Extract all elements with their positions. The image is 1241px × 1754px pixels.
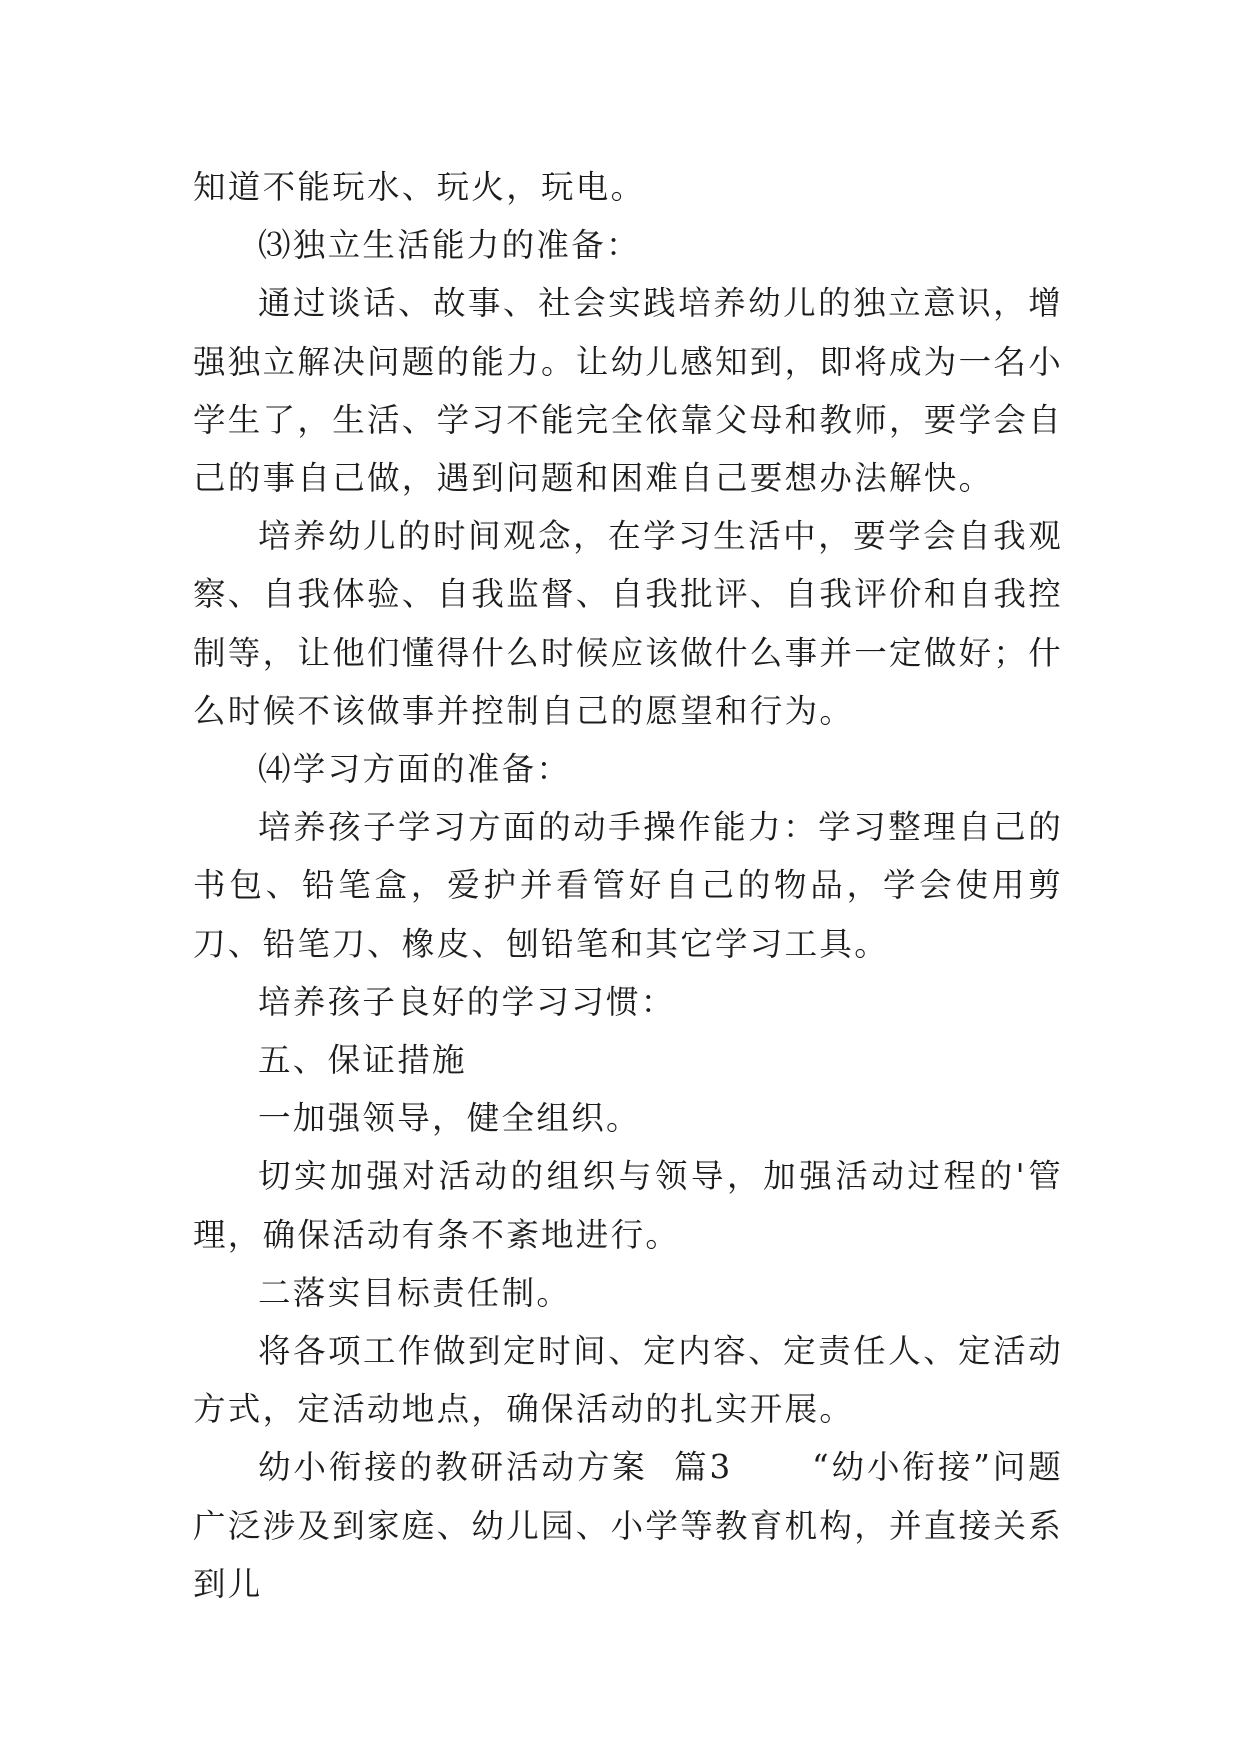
paragraph: ⑶独立生活能力的准备： — [258, 226, 641, 265]
paragraph: 培养幼儿的时间观念，在学习生活中，要学会自我观察、自我体验、自我监督、自我批评、自我评价和自我控制等，让他们懂得什么时候应该做什么事并一定做好；什么时候不该做事并控制自己的愿望和行为。 — [193, 517, 1064, 730]
paragraph: 培养孩子良好的学习习惯： — [258, 982, 676, 1021]
section-heading: 五、保证措施 — [258, 1041, 467, 1080]
document-body — [193, 158, 1063, 1613]
paragraph: 二落实目标责任制。 — [258, 1273, 572, 1312]
paragraph: 知道不能玩水、玩火，玩电。 — [193, 168, 646, 206]
paragraph: 一加强领导，健全组织。 — [258, 1099, 641, 1138]
paragraph: 将各项工作做到定时间、定内容、定责任人、定活动方式，定活动地点，确保活动的扎实开展。 — [193, 1332, 1063, 1429]
paragraph: 切实加强对活动的组织与领导，加强活动过程的'管理，确保活动有条不紊地进行。 — [193, 1157, 1063, 1254]
paragraph: ⑷学习方面的准备： — [258, 750, 572, 789]
paragraph: 通过谈话、故事、社会实践培养幼儿的独立意识，增强独立解决问题的能力。让幼儿感知到，即将成为一名小学生了，生活、学习不能完全依靠父母和教师，要学会自己的事自己做，遇到问题和困难自己要想办法解快。 — [193, 284, 1064, 498]
paragraph: 幼小衔接的教研活动方案 篇3 “幼小衔接”问题广泛涉及到家庭、幼儿园、小学等教育机构，并直接关系到儿 — [193, 1448, 1064, 1603]
paragraph: 培养孩子学习方面的动手操作能力：学习整理自己的书包、铅笔盒，爱护并看管好自己的物品，学会使用剪刀、铅笔刀、橡皮、刨铅笔和其它学习工具。 — [193, 808, 1063, 963]
